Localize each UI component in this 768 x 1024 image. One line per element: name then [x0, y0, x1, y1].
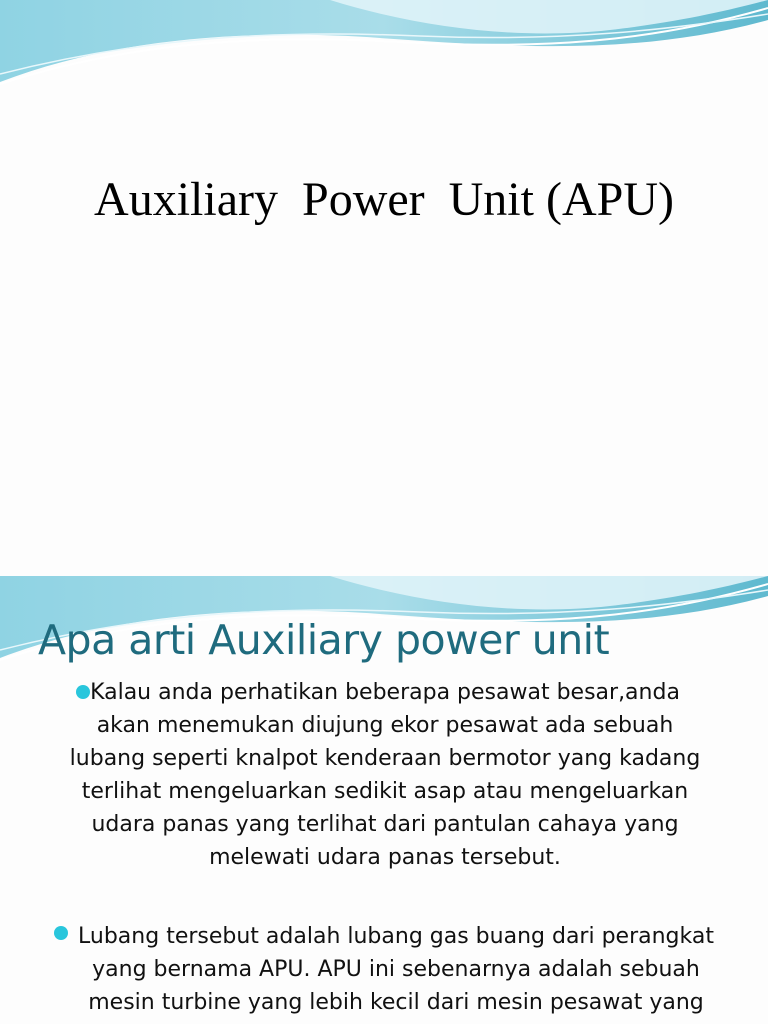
bullet-2-line: Lubang tersebut adalah lubang gas buang dari perangkat	[78, 924, 714, 949]
header-wave-decoration	[0, 0, 768, 90]
bullet-1-line: udara panas yang terlihat dari pantulan cahaya yang	[91, 812, 679, 837]
bullet-1-line: akan menemukan diujung ekor pesawat ada sebuah	[96, 713, 674, 738]
slide-2-title: Apa arti Auxiliary power unit	[38, 616, 610, 664]
slide-2	[0, 576, 768, 1024]
bullet-1-line: Kalau anda perhatikan beberapa pesawat besar,anda	[90, 680, 680, 705]
bullet-2-line: yang bernama APU. APU ini sebenarnya adalah sebuah	[92, 957, 700, 982]
bullet-paragraph-1	[40, 676, 730, 874]
bullet-1-line: lubang seperti knalpot kenderaan bermotor yang kadang	[69, 746, 701, 771]
bullet-1-line: melewati udara panas tersebut.	[209, 845, 561, 870]
bullet-2-line: mesin turbine yang lebih kecil dari mesin pesawat yang	[88, 990, 704, 1015]
bullet-1-line: terlihat mengeluarkan sedikit asap atau mengeluarkan	[81, 779, 689, 804]
slide-1-title: Auxiliary Power Unit (APU)	[94, 173, 674, 226]
bullet-paragraph-2	[40, 920, 752, 1019]
